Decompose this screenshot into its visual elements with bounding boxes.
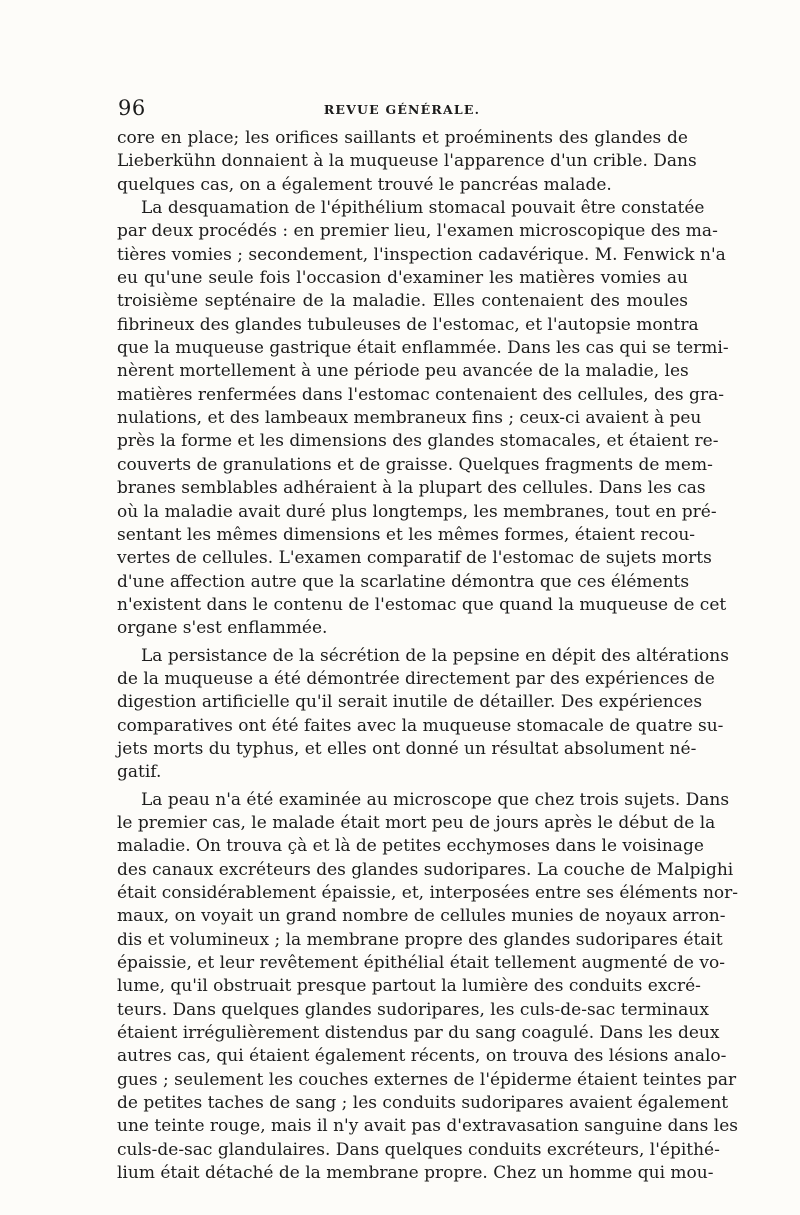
text-line: maux, on voyait un grand nombre de cellules munies de noyaux arron- — [117, 906, 726, 927]
text-line: lume, qu'il obstruait presque partout la lumière des conduits excré- — [117, 976, 701, 997]
text-line: de petites taches de sang ; les conduits sudoripares avaient également — [117, 1093, 729, 1114]
text-line: La peau n'a été examinée au microscope que chez trois sujets. Dans — [141, 789, 730, 810]
text-line: le premier cas, le malade était mort peu de jours après le début de la — [117, 812, 716, 833]
page-header — [118, 96, 686, 124]
text-line: une teinte rouge, mais il n'y avait pas d'extravasation sanguine dans les — [117, 1116, 738, 1137]
text-line: d'une affection autre que la scarlatine démontra que ces éléments — [117, 571, 690, 592]
paragraph — [117, 645, 729, 785]
text-line: de la muqueuse a été démontrée directement par des expériences de — [117, 668, 715, 689]
running-title: REVUE GÉNÉRALE. — [323, 102, 481, 117]
text-line: sentant les mêmes dimensions et les mêmes formes, étaient recou- — [117, 524, 696, 545]
text-line: gues ; seulement les couches externes de l'épiderme étaient teintes par — [117, 1069, 737, 1090]
text-line: nulations, et des lambeaux membraneux fins ; ceux-ci avaient à peu — [117, 408, 702, 429]
page-number: 96 — [118, 96, 146, 120]
text-line: lium était détaché de la membrane propre. Chez un homme qui mou- — [117, 1163, 714, 1184]
paragraph — [117, 127, 697, 197]
body-text — [117, 127, 739, 1185]
text-line: par deux procédés : en premier lieu, l'examen microscopique des ma- — [117, 221, 718, 242]
text-line: épaissie, et leur revêtement épithélial était tellement augmenté de vo- — [117, 953, 725, 974]
text-line: digestion artificielle qu'il serait inutile de détailler. Des expériences — [117, 692, 703, 713]
text-line: La desquamation de l'épithélium stomacal pouvait être constatée — [141, 198, 705, 219]
text-line: couverts de granulations et de graisse. Quelques fragments de mem- — [117, 454, 713, 475]
text-line: que la muqueuse gastrique était enflammée. Dans les cas qui se termi- — [117, 338, 729, 359]
text-line: tières vomies ; secondement, l'inspection cadavérique. M. Fenwick n'a — [117, 244, 726, 265]
text-line: matières renfermées dans l'estomac contenaient des cellules, des gra- — [117, 384, 724, 405]
text-line: jets morts du typhus, et elles ont donné un résultat absolument né- — [117, 738, 697, 759]
text-line: près la forme et les dimensions des glandes stomacales, et étaient re- — [117, 431, 719, 452]
text-line: branes semblables adhéraient à la plupart des cellules. Dans les cas — [117, 478, 706, 499]
text-line: fibrineux des glandes tubuleuses de l'estomac, et l'autopsie montra — [117, 314, 699, 335]
text-line: autres cas, qui étaient également récents, on trouva des lésions analo- — [117, 1046, 727, 1067]
text-line: étaient irrégulièrement distendus par du sang coagulé. Dans les deux — [117, 1023, 720, 1044]
text-line: troisième septénaire de la maladie. Elles contenaient des moules — [117, 291, 688, 312]
text-line: était considérablement épaissie, et, interposées entre ses éléments nor- — [117, 883, 739, 903]
text-line: core en place; les orifices saillants et proéminents des glandes de — [117, 128, 688, 148]
text-line: vertes de cellules. L'examen comparatif de l'estomac de sujets morts — [117, 548, 712, 569]
paragraph — [117, 197, 729, 641]
text-line: où la maladie avait duré plus longtemps, les membranes, tout en pré- — [117, 501, 717, 522]
text-line: des canaux excréteurs des glandes sudoripares. La couche de Malpighi — [117, 859, 734, 880]
text-line: maladie. On trouva çà et là de petites ecchymoses dans le voisinage — [117, 836, 704, 857]
text-line: La persistance de la sécrétion de la pepsine en dépit des altérations — [141, 645, 729, 666]
text-line: eu qu'une seule fois l'occasion d'examiner les matières vomies au — [117, 268, 688, 289]
text-line: gatif. — [117, 762, 162, 783]
text-line: organe s'est enflammée. — [117, 618, 328, 639]
text-line: dis et volumineux ; la membrane propre des glandes sudoripares était — [117, 929, 723, 950]
text-line: quelques cas, on a également trouvé le pancréas malade. — [117, 174, 612, 195]
paragraph — [117, 789, 739, 1186]
text-line: culs-de-sac glandulaires. Dans quelques conduits excréteurs, l'épithé- — [117, 1139, 720, 1160]
text-line: n'existent dans le contenu de l'estomac que quand la muqueuse de cet — [117, 594, 727, 615]
text-line: teurs. Dans quelques glandes sudoripares, les culs-de-sac terminaux — [117, 999, 709, 1020]
text-line: comparatives ont été faites avec la muqueuse stomacale de quatre su- — [117, 715, 724, 736]
text-line: Lieberkühn donnaient à la muqueuse l'apparence d'un crible. Dans — [117, 151, 697, 172]
text-line: nèrent mortellement à une période peu avancée de la maladie, les — [117, 361, 689, 382]
